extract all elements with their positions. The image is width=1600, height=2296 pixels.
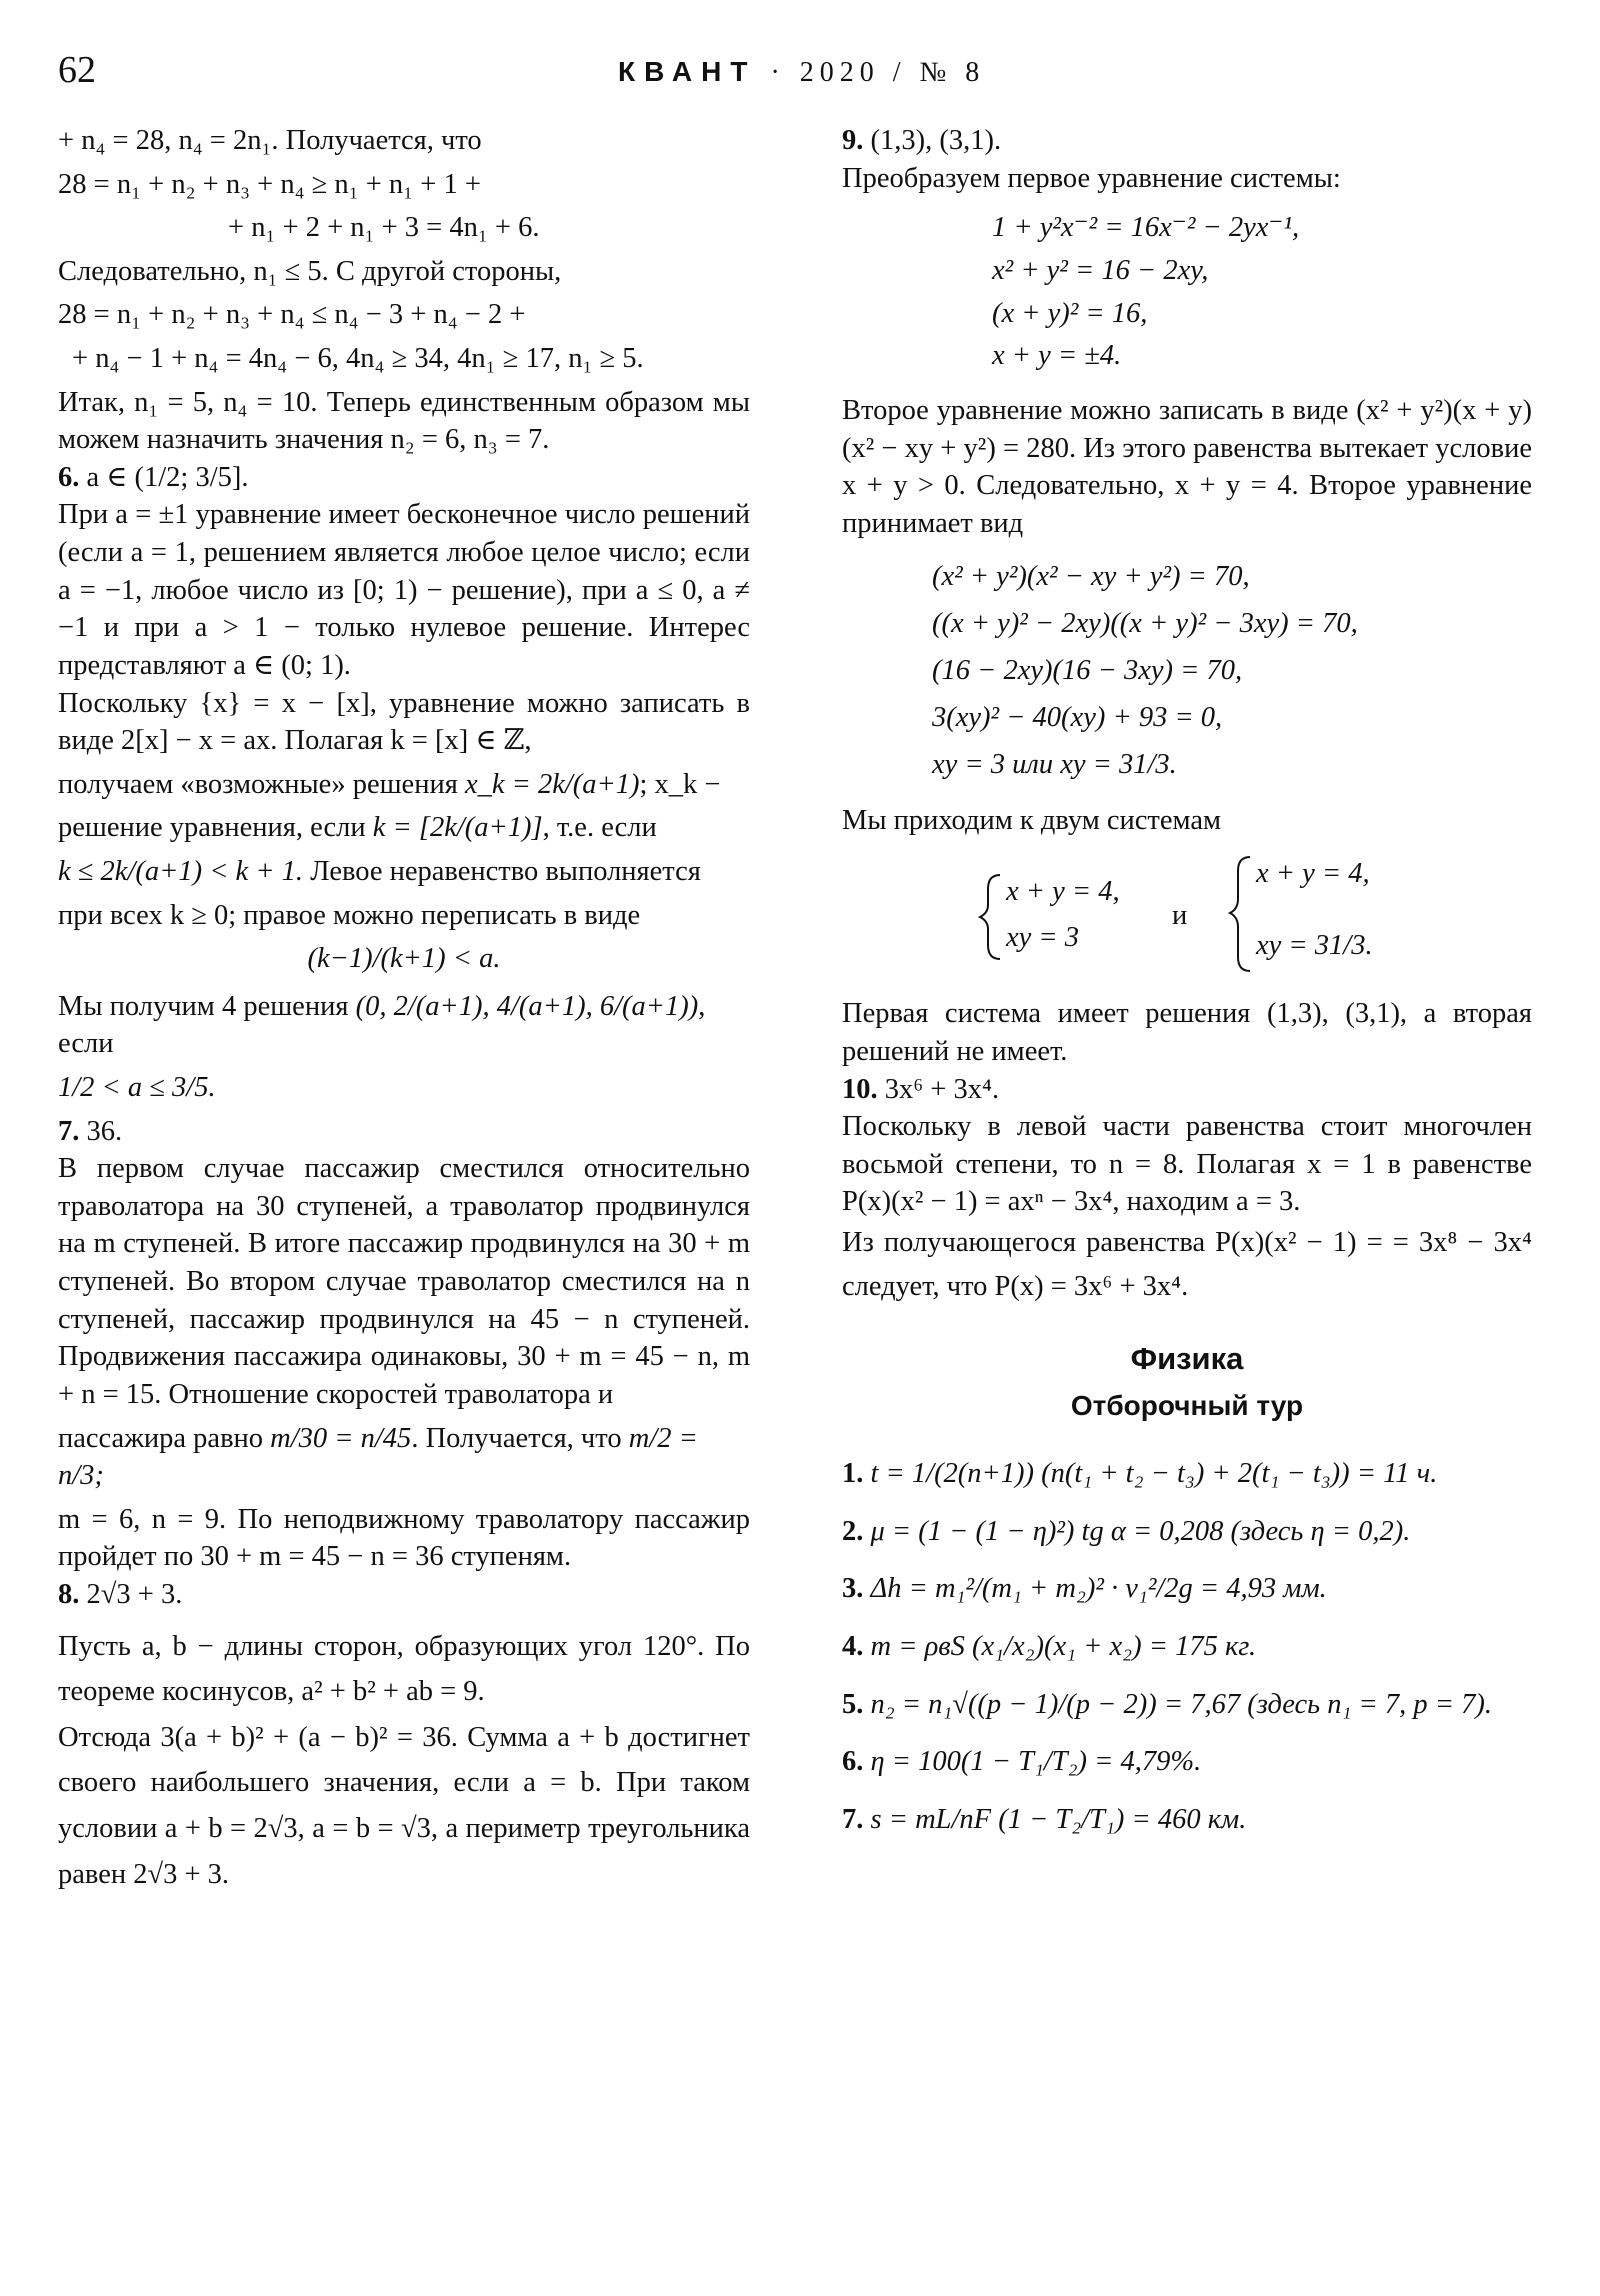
answer-value: a ∈ (1/2; 3/5]. bbox=[86, 461, 249, 493]
paragraph: при всех k ≥ 0; правое можно переписать в виде bbox=[58, 899, 641, 931]
answer-number: 1. bbox=[842, 1458, 864, 1490]
physics-answer bbox=[842, 1513, 1532, 1551]
formula-solutions: (0, 2/(a+1), 4/(a+1), 6/(a+1)) bbox=[355, 990, 699, 1022]
answer-number: 6. bbox=[842, 1746, 864, 1778]
paragraph: Второе уравнение можно записать в виде (x² + y²)(x + y)(x² − xy + y²) = 280. Из этого равенства вытекает условие x + y > 0. Следовательно, x + y = 4. Второе уравнение принимает вид bbox=[842, 395, 1532, 540]
physics-answers bbox=[842, 1455, 1532, 1838]
text-span: Мы получим 4 решения bbox=[58, 990, 349, 1022]
answer-number: 7. bbox=[58, 1115, 80, 1147]
formula-line: 28 = n₁ + n₂ + n₃ + n₄ ≤ n₄ − 3 + n₄ − 2 + bbox=[58, 299, 526, 331]
answer-value: 36. bbox=[86, 1115, 123, 1147]
physics-answer bbox=[842, 1801, 1532, 1839]
journal-name: КВАНТ bbox=[618, 56, 757, 87]
answer-value: 2√3 + 3. bbox=[86, 1578, 183, 1610]
equation: (x + y)² = 16, bbox=[992, 297, 1148, 329]
paragraph bbox=[58, 1420, 750, 1495]
text-span: . Получается, что bbox=[411, 1422, 622, 1454]
answer-value: (1,3), (3,1). bbox=[870, 125, 1002, 156]
page-number: 62 bbox=[58, 49, 96, 91]
text-span: Левое неравенство выполняется bbox=[310, 855, 701, 887]
answer-formula: Δh = m₁²/(m₁ + m₂)² · v₁²/2g = 4,93 мм. bbox=[870, 1573, 1327, 1605]
answer-7 bbox=[58, 1113, 750, 1151]
formula-ratio2: m/2 = n/3; bbox=[58, 1422, 698, 1492]
systems-and: и bbox=[1172, 900, 1188, 932]
answer-10 bbox=[842, 1071, 1532, 1109]
formula-display: (k−1)/(k+1) < a. bbox=[307, 943, 501, 975]
answer-formula: η = 100(1 − T₁/T₂) = 4,79%. bbox=[870, 1746, 1202, 1778]
equation: x² + y² = 16 − 2xy, bbox=[992, 254, 1209, 286]
formula-ratio: m/30 = n/45 bbox=[270, 1422, 412, 1454]
header-separator: · bbox=[770, 57, 786, 88]
physics-answer bbox=[842, 1570, 1532, 1608]
answer-number: 10. bbox=[842, 1073, 878, 1105]
paragraph: Первая система имеет решения (1,3), (3,1), а вторая решений не имеет. bbox=[842, 998, 1532, 1067]
equation: (16 − 2xy)(16 − 3xy) = 70, bbox=[932, 654, 1243, 686]
system2-eq2: xy = 31/3. bbox=[1256, 930, 1373, 962]
page-header bbox=[58, 40, 1538, 100]
answer-formula: m = ρвS (x₁/x₂)(x₁ + x₂) = 175 кг. bbox=[870, 1631, 1257, 1663]
paragraph: Итак, n₁ = 5, n₄ = 10. Теперь единственным образом мы можем назначить значения n₂ = 6, n₃ = 7. bbox=[58, 386, 750, 456]
answer-number: 3. bbox=[842, 1573, 864, 1605]
physics-answer bbox=[842, 1455, 1532, 1493]
formula-line: + n₁ + 2 + n₁ + 3 = 4n₁ + 6. bbox=[228, 212, 540, 244]
paragraph bbox=[58, 853, 750, 891]
system2-eq1: x + y = 4, bbox=[1256, 858, 1370, 890]
equation-block bbox=[842, 207, 1532, 378]
text-line: Следовательно, n₁ ≤ 5. С другой стороны, bbox=[58, 255, 562, 287]
paragraph bbox=[58, 766, 750, 804]
answer-number: 6. bbox=[58, 461, 80, 493]
equation: xy = 3 или xy = 31/3. bbox=[932, 748, 1177, 780]
text-span: решение уравнения, если bbox=[58, 812, 366, 844]
paragraph: m = 6, n = 9. По неподвижному траволатору пассажир пройдет по 30 + m = 45 − n = 36 ступеням. bbox=[58, 1503, 750, 1573]
paragraph: Из получающегося равенства P(x)(x² − 1) = = 3x⁸ − 3x⁴ следует, что P(x) = 3x⁶ + 3x⁴. bbox=[842, 1227, 1532, 1303]
answer-number: 5. bbox=[842, 1688, 864, 1720]
paragraph: Поскольку в левой части равенства стоит многочлен восьмой степени, то n = 8. Полагая x = 1 в равенстве P(x)(x² − 1) = axⁿ − 3x⁴, находим a = 3. bbox=[842, 1111, 1532, 1218]
journal-header bbox=[618, 56, 985, 89]
answer-number: 4. bbox=[842, 1631, 864, 1663]
text-span: , если bbox=[58, 990, 706, 1060]
physics-answer bbox=[842, 1743, 1532, 1781]
subsection-title: Отборочный тур bbox=[1070, 1390, 1304, 1422]
systems-block bbox=[842, 847, 1532, 987]
answer-formula: t = 1/(2(n+1)) (n(t₁ + t₂ − t₃) + 2(t₁ − t₃)) = 11 ч. bbox=[870, 1458, 1438, 1490]
journal-issue: 2020 / № 8 bbox=[799, 57, 986, 88]
equation: x + y = ±4. bbox=[992, 340, 1122, 372]
paragraph: При a = ±1 уравнение имеет бесконечное число решений (если a = 1, решением является любое целое число; если a = −1, любое число из [0; 1) − решение), при a ≤ 0, a ≠ −1 и при a > 1 − только нулевое решение. Интерес представляют a ∈ (0; 1). bbox=[58, 499, 750, 681]
equation: 3(xy)² − 40(xy) + 93 = 0, bbox=[932, 701, 1223, 733]
equation: ((x + y)² − 2xy)((x + y)² − 3xy) = 70, bbox=[932, 607, 1358, 639]
text-span: , т.е. если bbox=[542, 812, 657, 844]
formula-k: k = [2k/(a+1)] bbox=[372, 812, 543, 844]
answer-formula: μ = (1 − (1 − η)²) tg α = 0,208 (здесь η = 0,2). bbox=[870, 1515, 1411, 1547]
system1-eq1: x + y = 4, bbox=[1006, 876, 1120, 908]
answer-number: 7. bbox=[842, 1803, 864, 1835]
paragraph bbox=[58, 809, 750, 847]
formula-range: 1/2 < a ≤ 3/5. bbox=[58, 1072, 216, 1104]
answer-number: 2. bbox=[842, 1515, 864, 1547]
paragraph: Отсюда 3(a + b)² + (a − b)² = 36. Сумма a + b достигнет своего наибольшего значения, если a = b. При таком условии a + b = 2√3, a = b = √3, а периметр треугольника равен 2√3 + 3. bbox=[58, 1721, 750, 1890]
right-column bbox=[842, 122, 1532, 1858]
paragraph bbox=[58, 988, 750, 1063]
text-span: ; x_k − bbox=[639, 768, 721, 800]
answer-6 bbox=[58, 459, 750, 497]
answer-formula: s = mL/nF (1 − T₂/T₁) = 460 км. bbox=[870, 1803, 1247, 1835]
paragraph: Преобразуем первое уравнение системы: bbox=[842, 162, 1341, 194]
paragraph: В первом случае пассажир сместился относительно траволатора на 30 ступеней, а траволатор продвинулся на m ступеней. В итоге пассажир продвинулся на 30 + m ступеней. Во втором случае траволатор сместился на n ступеней, пассажир продвинулся на 45 − n ступеней. Продвижения пассажира одинаковы, 30 + m = 45 − n, m + n = 15. Отношение скоростей траволатора и bbox=[58, 1153, 750, 1410]
formula-line: + n₄ − 1 + n₄ = 4n₄ − 6, 4n₄ ≥ 34, 4n₁ ≥ 17, n₁ ≥ 5. bbox=[72, 343, 644, 375]
text-line: + n₄ = 28, n₄ = 2n₁. Получается, что bbox=[58, 125, 482, 156]
equation-block bbox=[842, 553, 1532, 788]
paragraph: Пусть a, b − длины сторон, образующих угол 120°. По теореме косинусов, a² + b² + ab = 9. bbox=[58, 1630, 750, 1708]
physics-answer bbox=[842, 1628, 1532, 1666]
text-span: пассажира равно bbox=[58, 1422, 264, 1454]
formula-xk: x_k = 2k/(a+1) bbox=[464, 768, 640, 800]
answer-9 bbox=[842, 122, 1532, 160]
paragraph: Поскольку {x} = x − [x], уравнение можно записать в виде 2[x] − x = ax. Полагая k = [x] ∈ ℤ, bbox=[58, 687, 750, 757]
left-brace-1 bbox=[980, 875, 1000, 959]
left-brace-2 bbox=[1230, 857, 1250, 971]
paragraph: Мы приходим к двум системам bbox=[842, 804, 1222, 836]
formula-ineq: k ≤ 2k/(a+1) < k + 1. bbox=[58, 855, 304, 887]
answer-8 bbox=[58, 1576, 750, 1614]
answer-number: 8. bbox=[58, 1578, 80, 1610]
section-title: Физика bbox=[1130, 1341, 1244, 1377]
left-column bbox=[58, 122, 750, 1897]
system1-eq2: xy = 3 bbox=[1006, 922, 1080, 954]
answer-number: 9. bbox=[842, 125, 864, 156]
answer-formula: n₂ = n₁√((p − 1)/(p − 2)) = 7,67 (здесь n₁ = 7, p = 7). bbox=[870, 1688, 1493, 1720]
answer-value: 3x⁶ + 3x⁴. bbox=[884, 1073, 1000, 1105]
equation: (x² + y²)(x² − xy + y²) = 70, bbox=[932, 560, 1250, 592]
text-span: получаем «возможные» решения bbox=[58, 768, 458, 800]
physics-answer bbox=[842, 1686, 1532, 1724]
equation: 1 + y²x⁻² = 16x⁻² − 2yx⁻¹, bbox=[992, 212, 1300, 244]
formula-line: 28 = n₁ + n₂ + n₃ + n₄ ≥ n₁ + n₁ + 1 + bbox=[58, 168, 481, 200]
